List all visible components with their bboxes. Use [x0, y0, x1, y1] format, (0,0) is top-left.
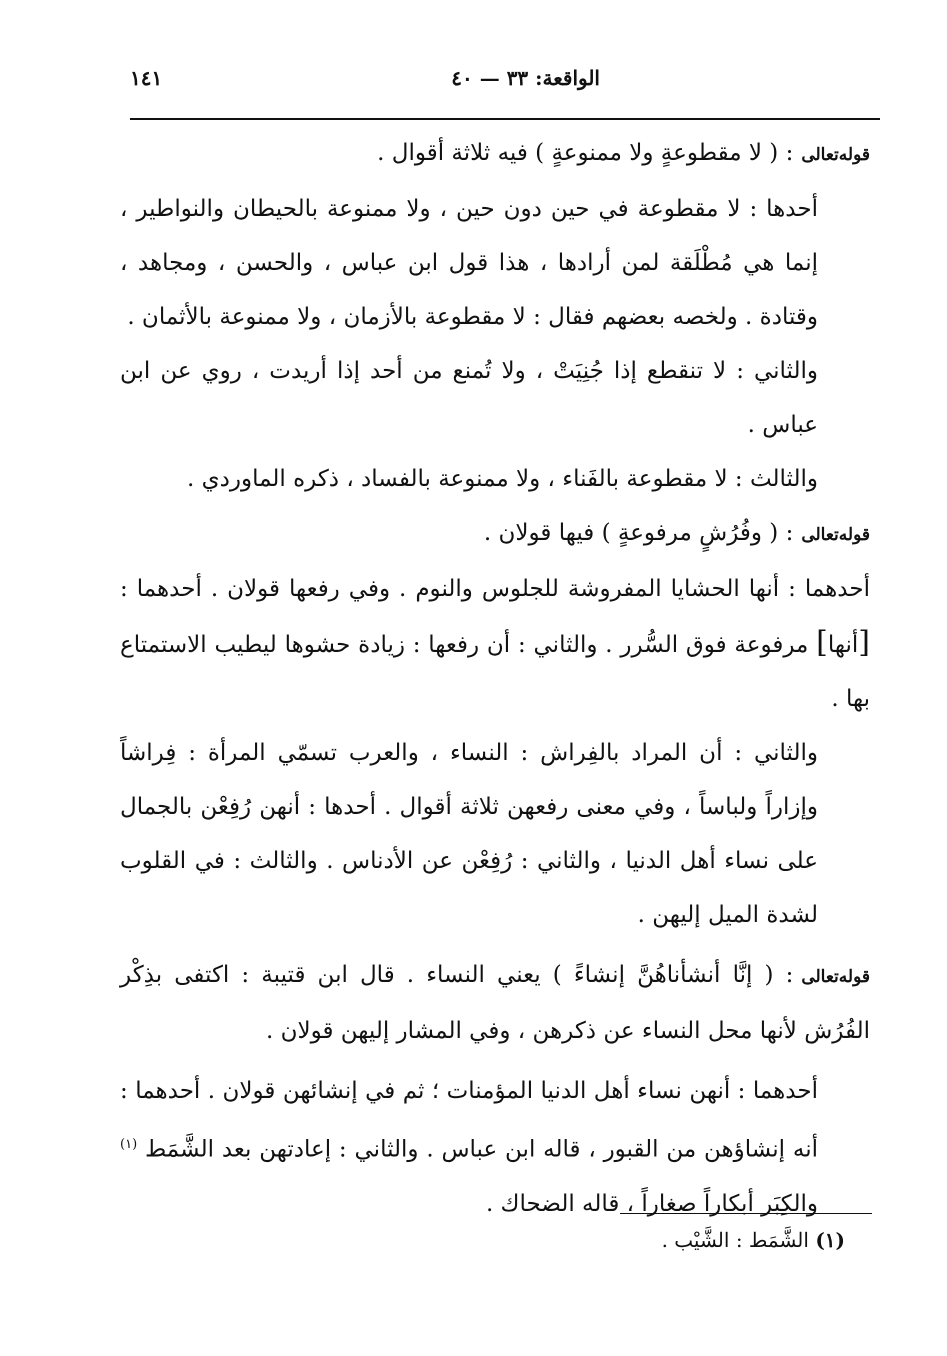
footnote-rule	[620, 1213, 872, 1214]
paragraph-text: والثاني : لا تنقطع إذا جُنِيَتْ ، ولا تُمنع من أحد إذا أريدت ، روي عن ابن عباس .	[120, 358, 818, 438]
paragraph-text: : ( لا مقطوعةٍ ولا ممنوعةٍ ) فيه ثلاثة أقوال .	[377, 140, 794, 166]
bracket-open: [	[858, 625, 871, 660]
paragraph-text: والثاني : أن المراد بالفِراش : النساء ، والعرب تسمّي المرأة : فِراشاً وإزاراً ولباساً ، وفي معنى رفعهن ثلاثة أقوال . أحدها : أنهن رُفِعْن بالجمال على نساء أهل الدنيا ، والثاني : رُفِعْن عن الأدناس . والثالث : في القلوب لشدة الميل إليهن .	[120, 740, 818, 928]
paragraph-text: : ( وفُرُشٍ مرفوعةٍ ) فيها قولان .	[483, 520, 794, 546]
paragraph	[120, 562, 870, 726]
footnote-marker: (١)	[815, 1228, 845, 1252]
paragraph	[120, 452, 870, 506]
footnote-text: الشَّمَط : الشَّيْب .	[661, 1228, 809, 1252]
paragraph-text: مرفوعة فوق السُّرر . والثاني : أن رفعها : زيادة حشوها ليطيب الاستمتاع بها .	[120, 632, 870, 712]
paragraph	[120, 506, 870, 562]
paragraph-text: والكِبَر أبكاراً صغاراً ، قاله الضحاك .	[485, 1190, 818, 1217]
paragraph-text: أحدها : لا مقطوعة في حين دون حين ، ولا ممنوعة بالحيطان والنواطير ، إنما هي مُطْلَقة لمن أرادها ، هذا قول ابن عباس ، والحسن ، ومجاهد ، وقتادة . ولخصه بعضهم فقال : لا مقطوعة بالأزمان ، ولا ممنوعة بالأثمان .	[120, 196, 818, 330]
footnote-reference[interactable]: (١)	[120, 1137, 138, 1152]
editorial-insertion: أنها	[827, 632, 859, 658]
bracket-close: ]	[816, 625, 828, 660]
paragraph-text: : ( إنَّا أنشأناهُنَّ إنشاءً ) يعني النساء . قال ابن قتيبة : اكتفى بذِكْر الفُرُش لأنها محل النساء عن ذكرهن ، وفي المشار إليهن قولان .	[120, 962, 870, 1044]
running-header	[130, 66, 880, 100]
verse-lemma: قوله‌تعالى	[801, 525, 870, 545]
paragraph	[120, 948, 870, 1058]
paragraph	[120, 126, 870, 182]
verse-lemma: قوله‌تعالى	[801, 967, 870, 987]
paragraph-text: أحدهما : أنهن نساء أهل الدنيا المؤمنات ؛ ثم في إنشائهن قولان . أحدهما : أنه إنشاؤهن من القبور ، قاله ابن عباس . والثاني : إعادتهن بعد الشَّمَط	[120, 1078, 819, 1163]
paragraph	[120, 182, 870, 344]
running-title: الواقعة: ٣٣ — ٤٠	[451, 66, 600, 90]
paragraph	[120, 344, 870, 452]
footnote	[400, 1228, 845, 1252]
paragraph-text: أحدهما : أنها الحشايا المفروشة للجلوس والنوم . وفي رفعها قولان . أحدهما :	[120, 576, 870, 602]
paragraph-text: والثالث : لا مقطوعة بالفَناء ، ولا ممنوعة بالفساد ، ذكره الماوردي .	[186, 466, 818, 492]
paragraph	[120, 726, 870, 942]
header-rule	[130, 118, 880, 120]
body-text	[120, 126, 870, 1231]
verse-lemma: قوله‌تعالى	[801, 145, 870, 165]
paragraph	[120, 1064, 870, 1231]
page-number: ١٤١	[130, 66, 163, 90]
